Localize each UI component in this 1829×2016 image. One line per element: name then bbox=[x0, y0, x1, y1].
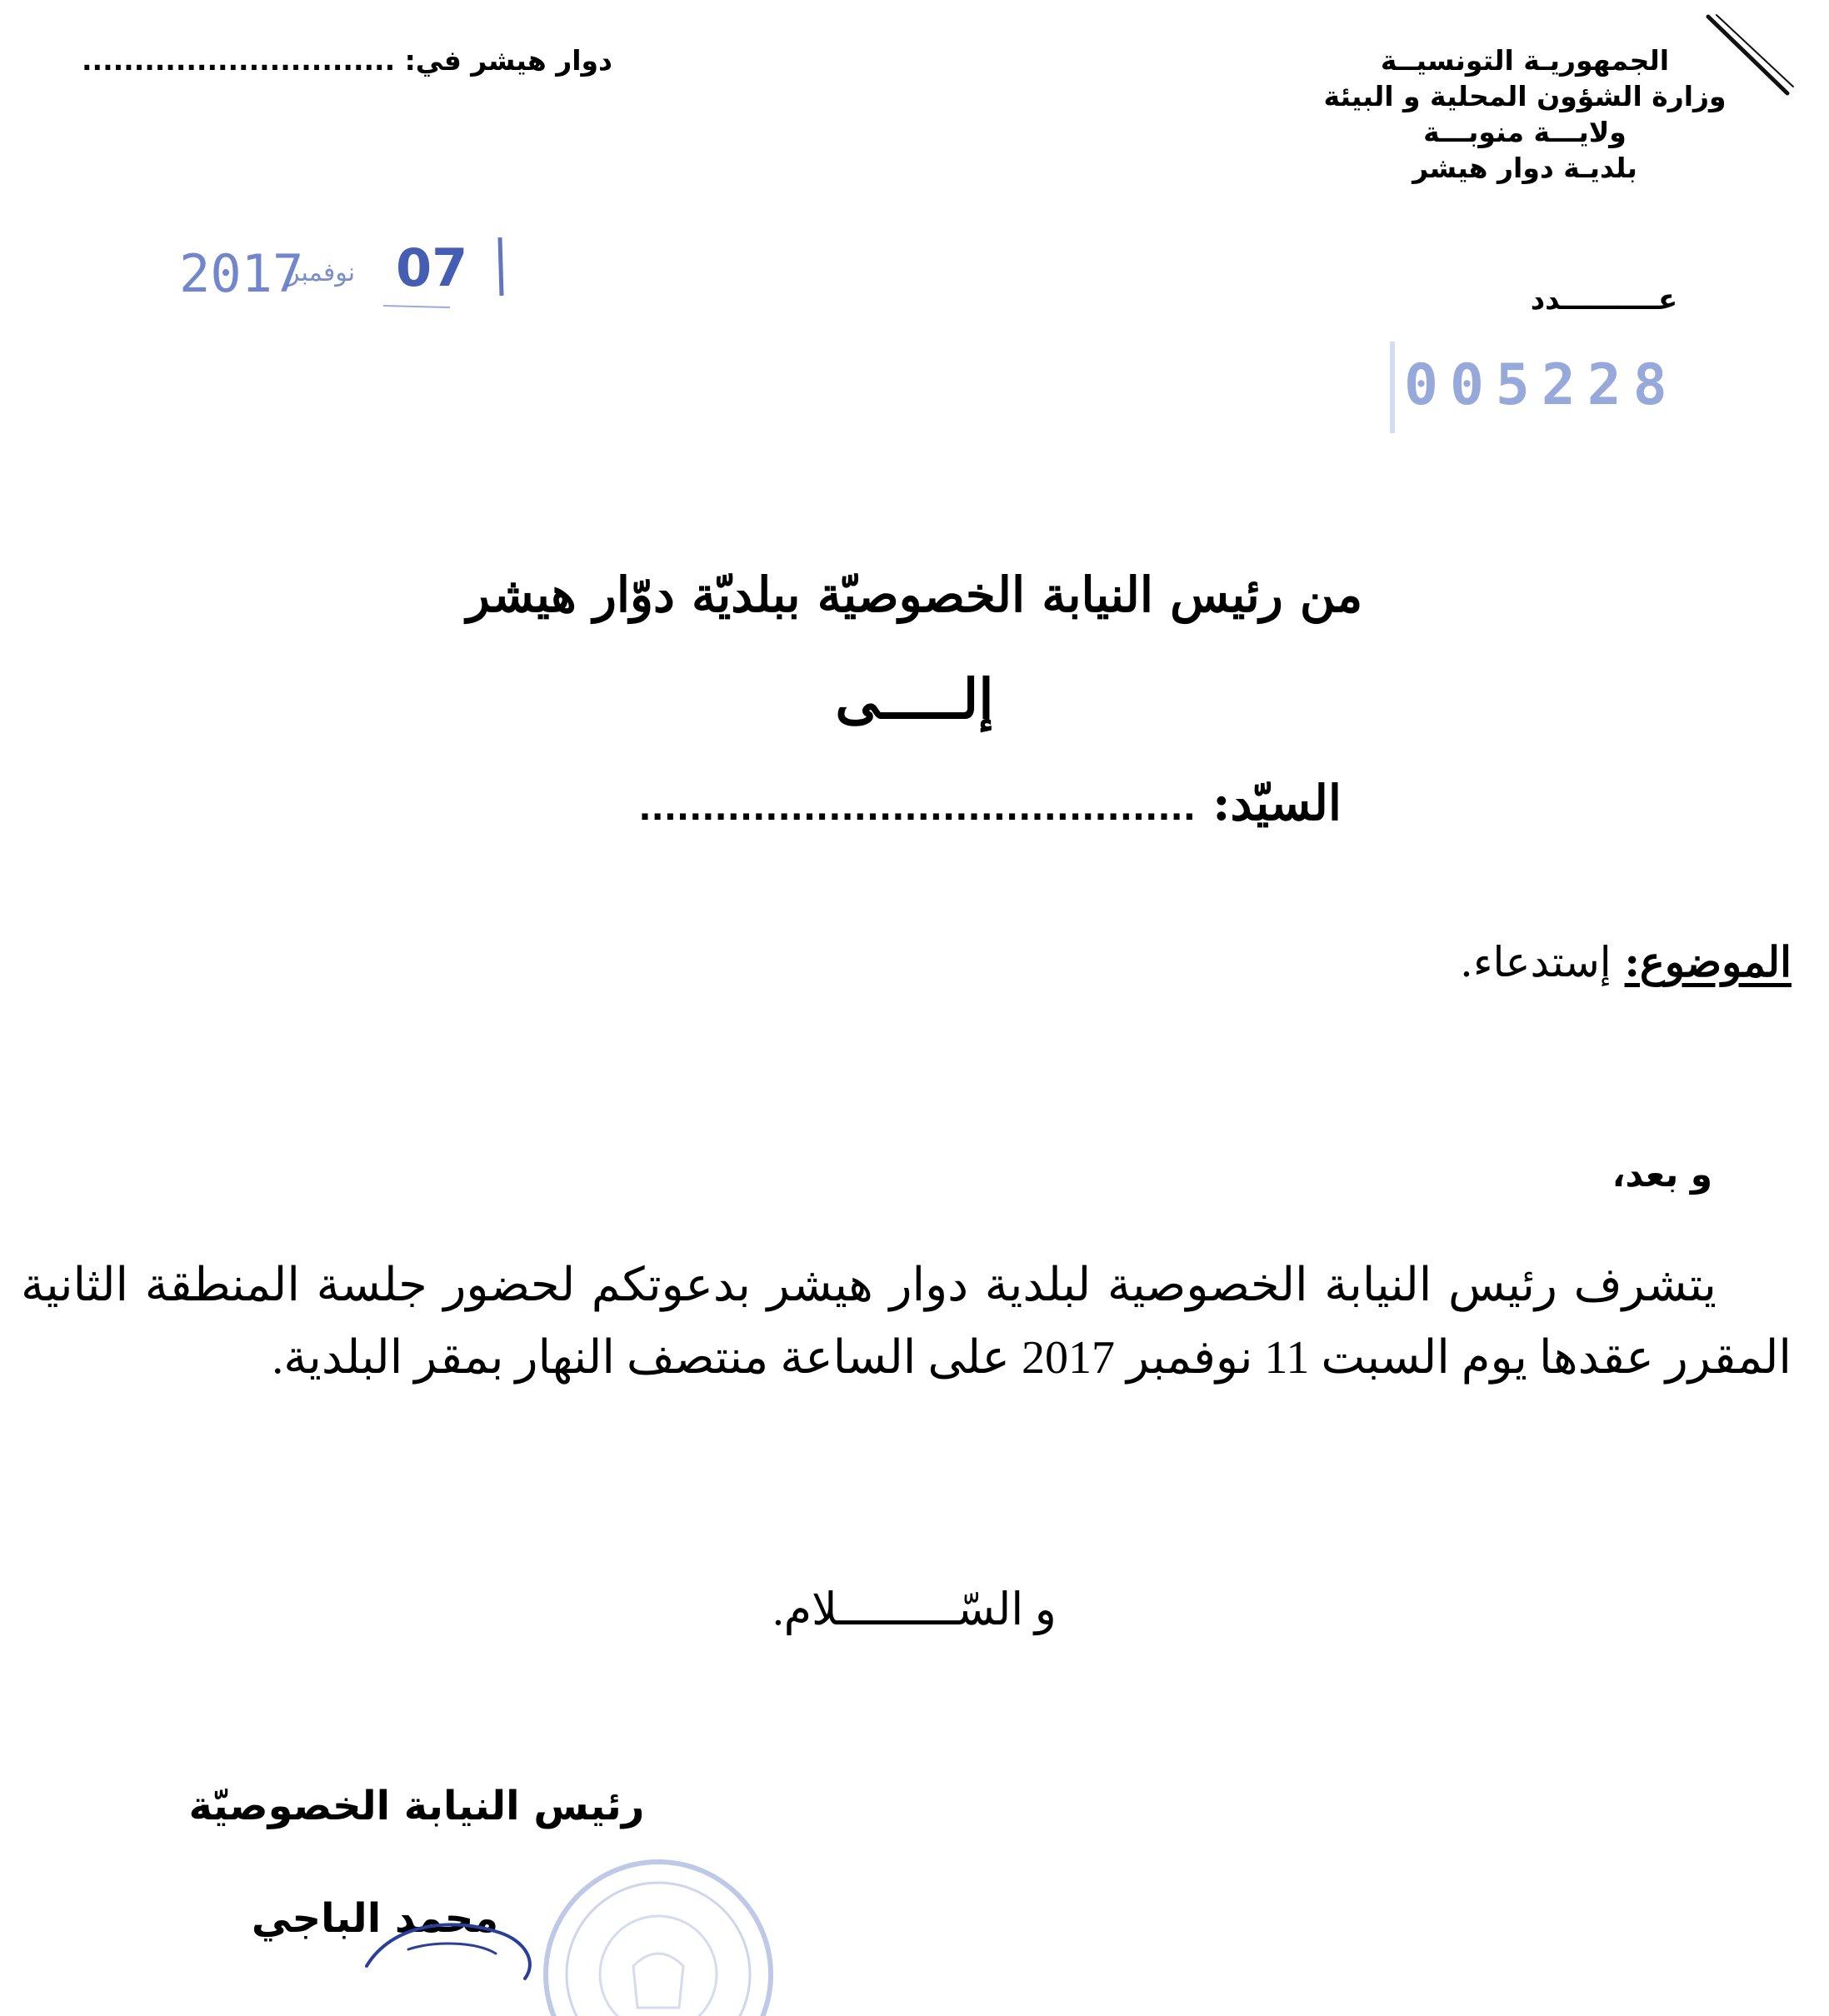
institution-line-republic: الجمهوريـة التونسيــة bbox=[1380, 44, 1670, 77]
recipient-dots: ............................................ bbox=[638, 790, 1196, 828]
institution-block bbox=[1267, 43, 1783, 187]
reference-number-value: 005228 bbox=[1404, 352, 1679, 418]
city-date-line bbox=[46, 46, 612, 76]
institution-line-municipality: بلديـة دوار هيشر bbox=[1412, 151, 1637, 184]
body-paragraph: يتشرف رئيس النيابة الخصوصية لبلدية دوار هيشر بدعوتكم لحضور جلسة المنطقة الثانية المقرر عقدها يوم السبت 11 نوفمبر 2017 على الساعة منتصف النهار بمقر البلدية. bbox=[21, 1260, 1792, 1384]
recipient-line bbox=[467, 775, 1342, 831]
date-stamp-day: 07 bbox=[396, 237, 468, 298]
city-date-dots: .............................. bbox=[82, 44, 396, 77]
city-date-label: دوار هيشر في: bbox=[404, 44, 612, 77]
date-stamp bbox=[175, 221, 525, 321]
letter-sender-title: من رئيس النيابة الخصوصيّة ببلديّة دوّار هيشر bbox=[466, 566, 1363, 623]
reference-number-stamp bbox=[1383, 325, 1717, 442]
institution-line-governorate: ولايـــة منوبـــة bbox=[1423, 115, 1627, 148]
signatory-title: رئيس النيابة الخصوصيّة bbox=[188, 1783, 645, 1829]
reference-number-label: عــــــــــدد bbox=[1530, 283, 1678, 317]
subject-label: الموضوع: bbox=[1624, 937, 1792, 986]
subject-line bbox=[792, 937, 1792, 986]
handwritten-signature bbox=[358, 1916, 567, 1983]
signatory-name: محمد الباجي bbox=[251, 1895, 499, 1942]
institution-line-ministry: وزارة الشؤون المحلية و البيئة bbox=[1323, 79, 1727, 112]
date-stamp-month: نوفمبر bbox=[287, 258, 356, 287]
greeting: و بعد، bbox=[1612, 1154, 1712, 1195]
letter-to-label: إلـــــى bbox=[835, 666, 994, 731]
subject-value: إستدعاء. bbox=[1460, 938, 1612, 986]
recipient-label: السيّد: bbox=[1212, 775, 1342, 831]
date-stamp-year: 2017 bbox=[179, 243, 304, 304]
closing-salutation: و السّـــــــــلام. bbox=[772, 1584, 1057, 1634]
